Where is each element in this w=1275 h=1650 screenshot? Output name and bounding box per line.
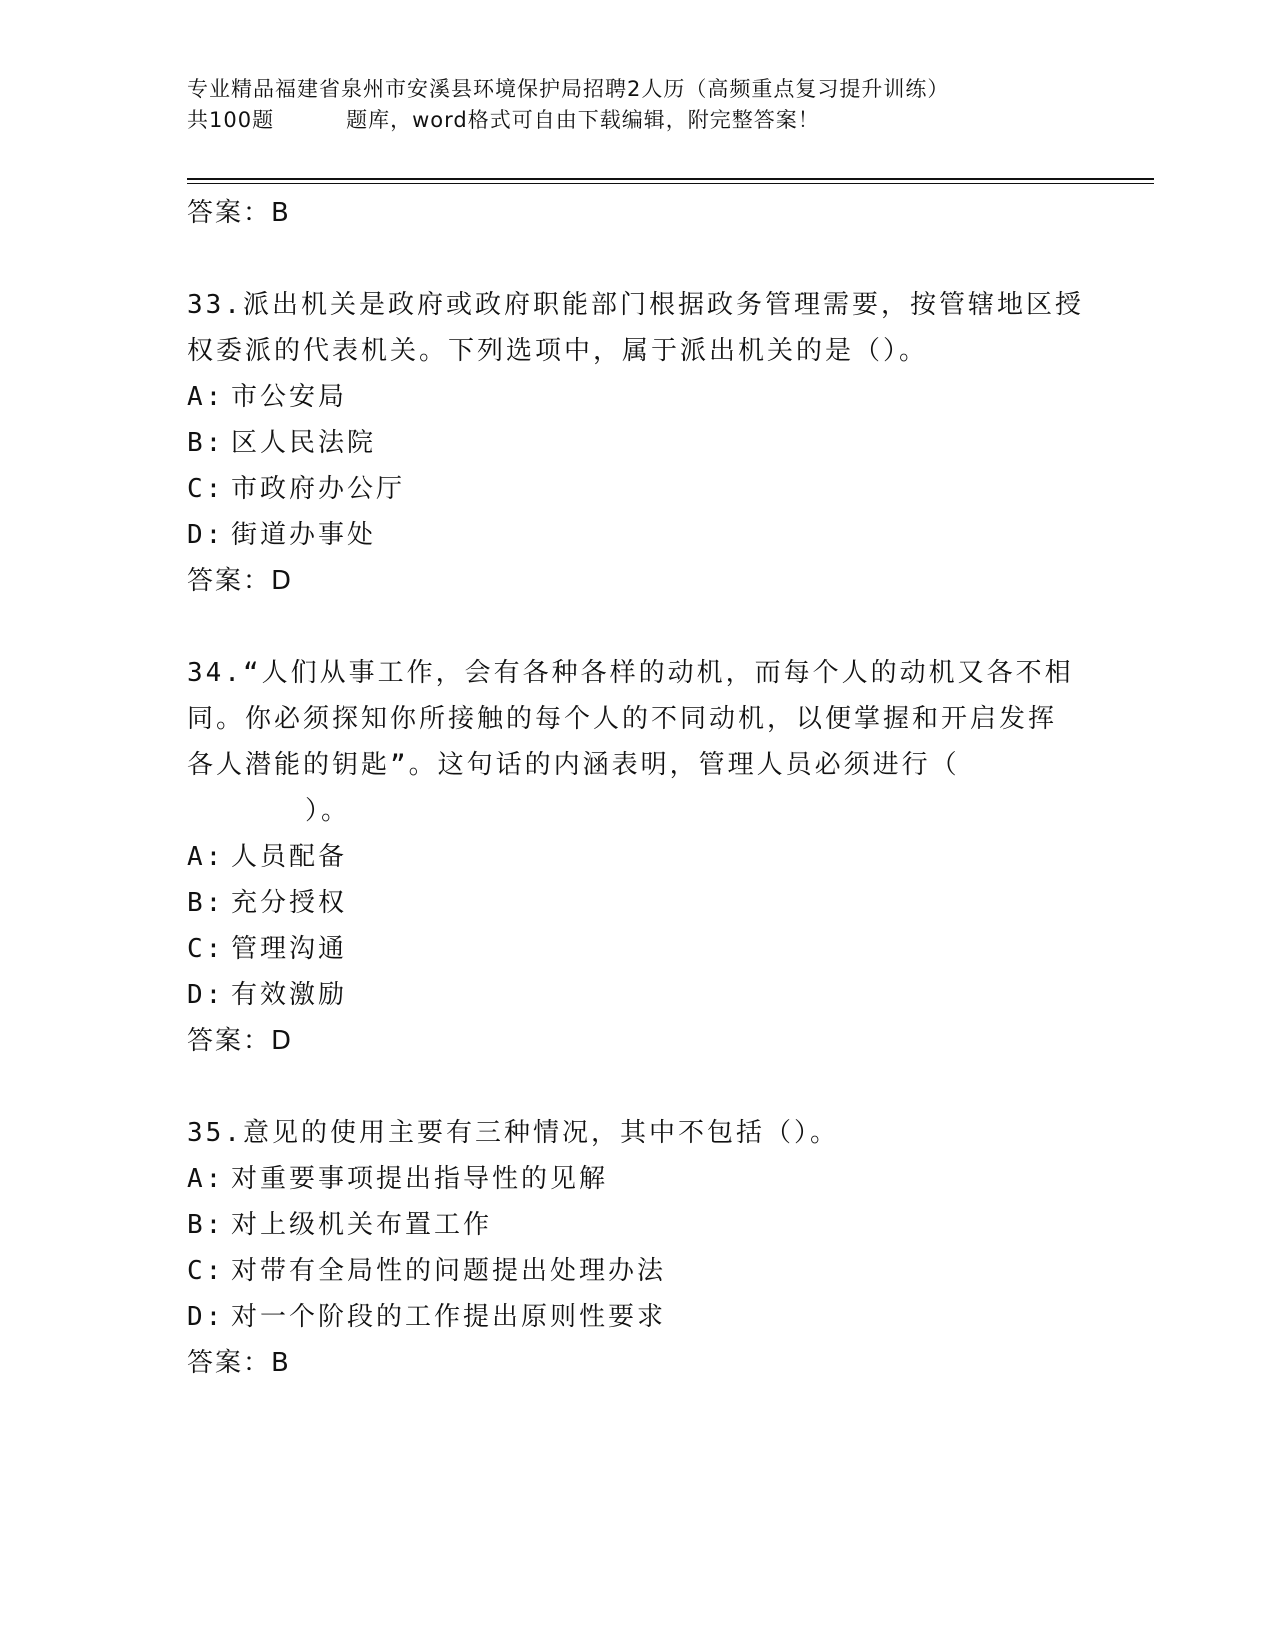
- option-d: [187, 512, 1087, 558]
- option-c: [187, 1248, 1087, 1294]
- previous-answer: [187, 190, 1087, 236]
- question-stem: 33.派出机关是政府或政府职能部门根据政务管理需要，按管辖地区授: [187, 290, 1084, 320]
- option-key: D:: [187, 980, 225, 1010]
- question-stem: 同。你必须探知你所接触的每个人的不同动机，以便掌握和开启发挥: [187, 704, 1058, 734]
- option-key: A:: [187, 382, 225, 412]
- option-key: C:: [187, 934, 225, 964]
- answer-line: [187, 558, 1087, 604]
- answer-value: B: [271, 198, 291, 228]
- option-text: 街道办事处: [231, 520, 377, 550]
- question-stem: 34.“人们从事工作，会有各种各样的动机，而每个人的动机又各不相: [187, 658, 1074, 688]
- header-divider-thick: [187, 178, 1154, 180]
- header-description: 题库，word格式可自由下载编辑，附完整答案！: [346, 108, 820, 132]
- question-content: [187, 190, 1087, 1386]
- answer-label: 答案：: [187, 198, 272, 228]
- option-a: [187, 1156, 1087, 1202]
- answer-line: [187, 1340, 1087, 1386]
- option-d: [187, 972, 1087, 1018]
- option-text: 对带有全局性的问题提出处理办法: [231, 1256, 667, 1286]
- answer-value: D: [271, 566, 294, 596]
- option-text: 对重要事项提出指导性的见解: [231, 1164, 609, 1194]
- page-header: [187, 74, 1087, 136]
- question-stem-continuation: ）。: [305, 796, 351, 826]
- answer-value: B: [271, 1348, 291, 1378]
- option-key: B:: [187, 1210, 225, 1240]
- option-key: C:: [187, 1256, 225, 1286]
- option-key: A:: [187, 1164, 225, 1194]
- question-block: [187, 282, 1087, 604]
- header-question-count: 共100题: [187, 108, 275, 132]
- option-b: [187, 420, 1087, 466]
- answer-label: 答案：: [187, 566, 272, 596]
- option-text: 人员配备: [231, 842, 348, 872]
- option-text: 对一个阶段的工作提出原则性要求: [231, 1302, 667, 1332]
- answer-label: 答案：: [187, 1348, 272, 1378]
- option-text: 有效激励: [231, 980, 348, 1010]
- option-b: [187, 1202, 1087, 1248]
- option-key: A:: [187, 842, 225, 872]
- answer-value: D: [271, 1026, 294, 1056]
- option-text: 管理沟通: [231, 934, 348, 964]
- answer-line: [187, 1018, 1087, 1064]
- question-block: [187, 1110, 1087, 1386]
- option-c: [187, 926, 1087, 972]
- option-key: C:: [187, 474, 225, 504]
- header-title-line: 专业精品福建省泉州市安溪县环境保护局招聘2人历（高频重点复习提升训练）: [187, 77, 950, 101]
- header-subtitle-line: [187, 105, 1087, 136]
- option-a: [187, 374, 1087, 420]
- option-key: B:: [187, 888, 225, 918]
- question-stem: 各人潜能的钥匙”。这句话的内涵表明，管理人员必须进行（: [187, 750, 960, 780]
- question-stem: 权委派的代表机关。下列选项中，属于派出机关的是（）。: [187, 336, 929, 366]
- option-text: 市政府办公厅: [231, 474, 406, 504]
- option-d: [187, 1294, 1087, 1340]
- question-block: [187, 650, 1087, 1064]
- option-c: [187, 466, 1087, 512]
- question-stem: 35.意见的使用主要有三种情况，其中不包括（）。: [187, 1118, 839, 1148]
- option-text: 对上级机关布置工作: [231, 1210, 493, 1240]
- option-text: 市公安局: [231, 382, 348, 412]
- option-text: 区人民法院: [231, 428, 377, 458]
- option-key: B:: [187, 428, 225, 458]
- option-key: D:: [187, 1302, 225, 1332]
- answer-label: 答案：: [187, 1026, 272, 1056]
- option-key: D:: [187, 520, 225, 550]
- option-text: 充分授权: [231, 888, 348, 918]
- header-divider-thin: [187, 183, 1154, 184]
- option-a: [187, 834, 1087, 880]
- option-b: [187, 880, 1087, 926]
